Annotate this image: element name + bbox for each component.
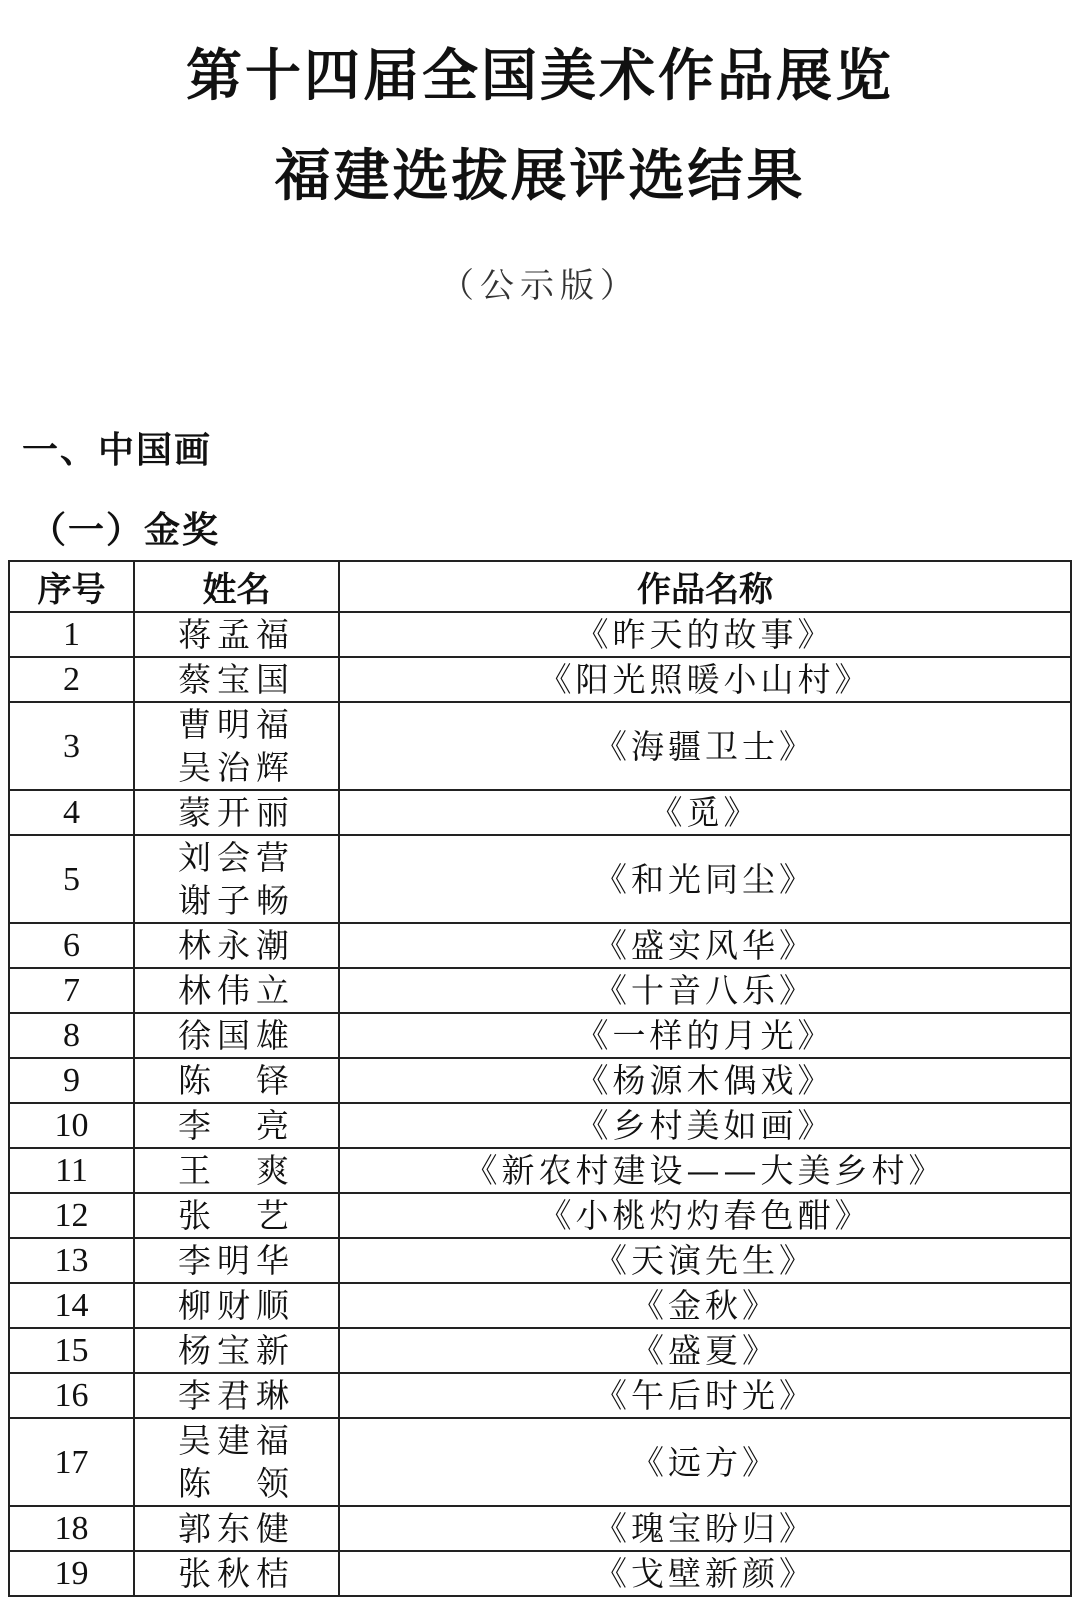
work-title-cell: 《一样的月光》 [339, 1013, 1071, 1058]
table-row [9, 835, 1071, 923]
work-title-cell: 《盛夏》 [339, 1328, 1071, 1373]
table-row [9, 1418, 1071, 1506]
row-number-cell: 2 [9, 657, 134, 702]
row-number-cell: 11 [9, 1148, 134, 1193]
work-title-cell: 《盛实风华》 [339, 923, 1071, 968]
work-title-cell: 《午后时光》 [339, 1373, 1071, 1418]
artist-name-cell: 蒋孟福 [134, 612, 339, 657]
row-number-cell: 16 [9, 1373, 134, 1418]
artist-name-cell: 徐国雄 [134, 1013, 339, 1058]
subsection-heading: （一）金奖 [30, 509, 221, 551]
row-number-cell: 5 [9, 835, 134, 923]
work-title-cell: 《觅》 [339, 790, 1071, 835]
artist-name-cell: 柳财顺 [134, 1283, 339, 1328]
page-title-line-2: 福建选拔展评选结果 [274, 143, 806, 209]
row-number-cell: 13 [9, 1238, 134, 1283]
table-header-row [9, 561, 1071, 612]
table-row [9, 657, 1071, 702]
work-title-cell: 《远方》 [339, 1418, 1071, 1506]
artist-name-cell: 林永潮 [134, 923, 339, 968]
artist-name-cell: 王 爽 [134, 1148, 339, 1193]
row-number-cell: 17 [9, 1418, 134, 1506]
artist-name-cell: 李 亮 [134, 1103, 339, 1148]
work-title-cell: 《戈壁新颜》 [339, 1551, 1071, 1596]
work-title-cell: 《阳光照暖小山村》 [339, 657, 1071, 702]
artist-name-cell: 李君琳 [134, 1373, 339, 1418]
work-title-cell: 《小桃灼灼春色酣》 [339, 1193, 1071, 1238]
page-subtitle: （公示版） [440, 266, 640, 306]
table-row [9, 1506, 1071, 1551]
table-row [9, 1283, 1071, 1328]
work-title-cell: 《杨源木偶戏》 [339, 1058, 1071, 1103]
artist-name-cell: 陈 铎 [134, 1058, 339, 1103]
work-title-cell: 《十音八乐》 [339, 968, 1071, 1013]
work-title-cell: 《新农村建设——大美乡村》 [339, 1148, 1071, 1193]
artist-name-cell: 吴建福 陈 领 [134, 1418, 339, 1506]
table-row [9, 1103, 1071, 1148]
artist-name-cell: 林伟立 [134, 968, 339, 1013]
table-body [9, 612, 1071, 1596]
table-row [9, 790, 1071, 835]
row-number-cell: 4 [9, 790, 134, 835]
artist-name-cell: 张秋桔 [134, 1551, 339, 1596]
work-title-cell: 《乡村美如画》 [339, 1103, 1071, 1148]
artist-name-cell: 蔡宝国 [134, 657, 339, 702]
row-number-cell: 18 [9, 1506, 134, 1551]
artist-name-cell: 杨宝新 [134, 1328, 339, 1373]
column-header-number: 序号 [9, 561, 134, 612]
table-row [9, 1013, 1071, 1058]
work-title-cell: 《天演先生》 [339, 1238, 1071, 1283]
table-row [9, 1373, 1071, 1418]
artist-name-cell: 刘会营 谢子畅 [134, 835, 339, 923]
artist-name-cell: 李明华 [134, 1238, 339, 1283]
row-number-cell: 3 [9, 702, 134, 790]
section-heading: 一、中国画 [22, 430, 213, 471]
row-number-cell: 12 [9, 1193, 134, 1238]
row-number-cell: 6 [9, 923, 134, 968]
column-header-work: 作品名称 [339, 561, 1071, 612]
table-row [9, 1193, 1071, 1238]
row-number-cell: 15 [9, 1328, 134, 1373]
table-row [9, 1551, 1071, 1596]
results-table [8, 560, 1072, 1597]
row-number-cell: 19 [9, 1551, 134, 1596]
row-number-cell: 8 [9, 1013, 134, 1058]
artist-name-cell: 郭东健 [134, 1506, 339, 1551]
row-number-cell: 14 [9, 1283, 134, 1328]
artist-name-cell: 曹明福 吴治辉 [134, 702, 339, 790]
table-row [9, 968, 1071, 1013]
table-row [9, 1238, 1071, 1283]
work-title-cell: 《昨天的故事》 [339, 612, 1071, 657]
table-row [9, 1148, 1071, 1193]
work-title-cell: 《金秋》 [339, 1283, 1071, 1328]
row-number-cell: 9 [9, 1058, 134, 1103]
artist-name-cell: 张 艺 [134, 1193, 339, 1238]
work-title-cell: 《瑰宝盼归》 [339, 1506, 1071, 1551]
artist-name-cell: 蒙开丽 [134, 790, 339, 835]
page-title-line-1: 第十四届全国美术作品展览 [186, 43, 894, 109]
row-number-cell: 1 [9, 612, 134, 657]
row-number-cell: 7 [9, 968, 134, 1013]
column-header-name: 姓名 [134, 561, 339, 612]
table-row [9, 702, 1071, 790]
table-row [9, 1058, 1071, 1103]
table-row [9, 1328, 1071, 1373]
table-row [9, 612, 1071, 657]
table-row [9, 923, 1071, 968]
work-title-cell: 《和光同尘》 [339, 835, 1071, 923]
row-number-cell: 10 [9, 1103, 134, 1148]
work-title-cell: 《海疆卫士》 [339, 702, 1071, 790]
